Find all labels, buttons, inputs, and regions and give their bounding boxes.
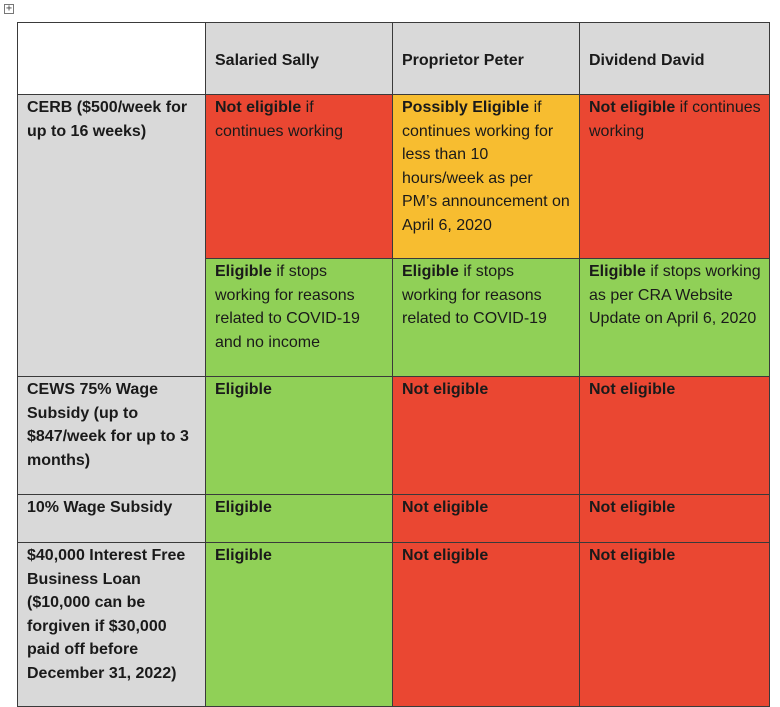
header-row xyxy=(18,23,770,95)
table-row-cews xyxy=(18,377,770,495)
condition-text: if stops working for reasons related to COVID-19 and no income xyxy=(215,263,360,351)
condition-text: if continues working xyxy=(215,99,344,140)
eligibility-table xyxy=(17,22,770,707)
header-dividend-david: Dividend David xyxy=(580,23,770,95)
table-row-cerb-working xyxy=(18,95,770,259)
cell-cews-david: Not eligible xyxy=(580,377,770,495)
cell-cews-peter: Not eligible xyxy=(393,377,580,495)
cell-loan-peter: Not eligible xyxy=(393,543,580,707)
cell-cerb-stopped-peter xyxy=(393,259,580,377)
condition-text: if stops working for reasons related to COVID-19 xyxy=(402,263,547,327)
cell-cerb-working-peter xyxy=(393,95,580,259)
status-text: Eligible xyxy=(215,263,272,280)
status-text: Not eligible xyxy=(589,99,676,116)
condition-text: if continues working for less than 10 hours/week as per PM’s announcement on April 6, 2020 xyxy=(402,99,570,234)
row-label-cews: CEWS 75% Wage Subsidy (up to $847/week for up to 3 months) xyxy=(18,377,206,495)
row-label-cerb: CERB ($500/week for up to 16 weeks) xyxy=(18,95,206,377)
row-label-wage-subsidy-10: 10% Wage Subsidy xyxy=(18,495,206,543)
cell-ws10-sally: Eligible xyxy=(206,495,393,543)
table-row-business-loan xyxy=(18,543,770,707)
condition-text: if stops working as per CRA Website Update on April 6, 2020 xyxy=(589,263,761,327)
status-text: Possibly Eligible xyxy=(402,99,530,116)
cell-cews-sally: Eligible xyxy=(206,377,393,495)
cell-ws10-peter: Not eligible xyxy=(393,495,580,543)
status-text: Eligible xyxy=(589,263,646,280)
status-text: Not eligible xyxy=(215,99,302,116)
cell-cerb-stopped-sally xyxy=(206,259,393,377)
row-label-business-loan: $40,000 Interest Free Business Loan ($10,000 can be forgiven if $30,000 paid off before December 31, 2022) xyxy=(18,543,206,707)
condition-text: if continues working xyxy=(589,99,761,140)
table-row-wage-subsidy-10 xyxy=(18,495,770,543)
header-proprietor-peter: Proprietor Peter xyxy=(393,23,580,95)
header-corner-cell xyxy=(18,23,206,95)
cell-loan-sally: Eligible xyxy=(206,543,393,707)
cell-cerb-working-david xyxy=(580,95,770,259)
cell-ws10-david: Not eligible xyxy=(580,495,770,543)
table-move-handle-icon[interactable]: + xyxy=(5,3,13,14)
cell-cerb-stopped-david xyxy=(580,259,770,377)
header-salaried-sally: Salaried Sally xyxy=(206,23,393,95)
cell-loan-david: Not eligible xyxy=(580,543,770,707)
cell-cerb-working-sally xyxy=(206,95,393,259)
status-text: Eligible xyxy=(402,263,459,280)
